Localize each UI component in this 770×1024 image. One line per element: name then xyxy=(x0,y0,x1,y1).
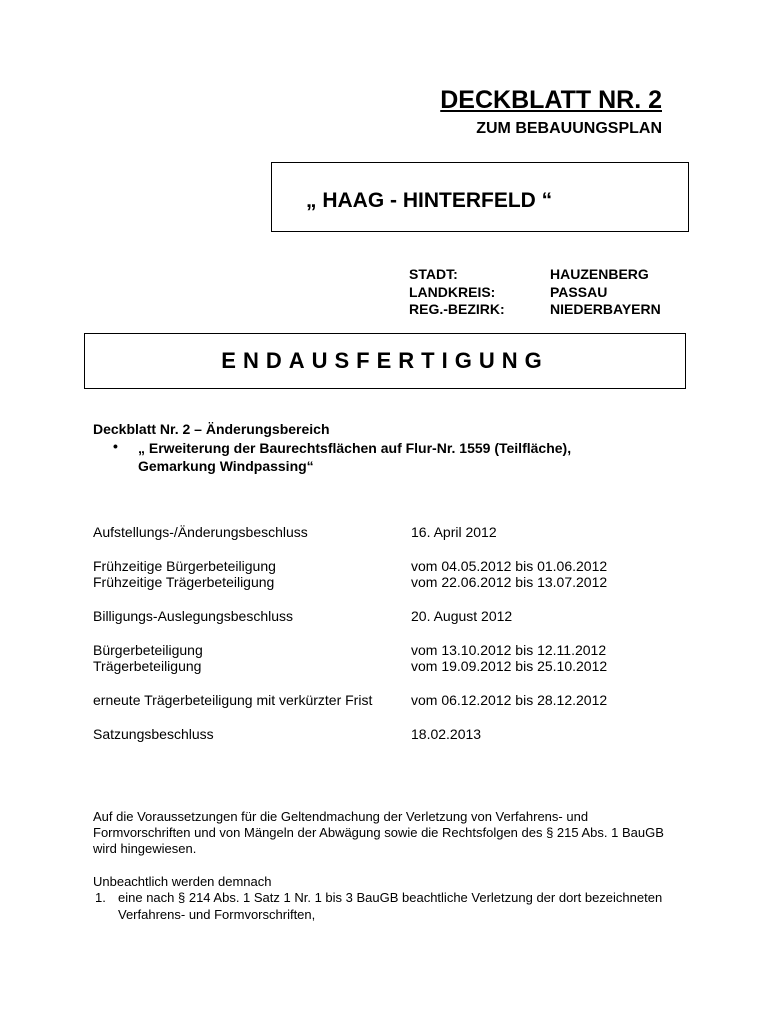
procedure-value-buerger: vom 13.10.2012 bis 12.11.2012 xyxy=(411,642,607,658)
procedure-value-fruehzeitig-traeger: vom 22.06.2012 bis 13.07.2012 xyxy=(411,574,608,590)
change-area-description xyxy=(138,439,658,475)
location-value-stadt: HAUZENBERG xyxy=(550,266,649,282)
location-values xyxy=(550,266,661,319)
procedure-value-fruehzeitig-buerger: vom 04.05.2012 bis 01.06.2012 xyxy=(411,558,608,574)
bullet-icon: • xyxy=(113,438,118,454)
procedure-label-erneut: erneute Trägerbeteiligung mit verkürzter Frist xyxy=(93,692,373,708)
procedure-label-fruehzeitig-buerger: Frühzeitige Bürgerbeteiligung xyxy=(93,558,276,574)
location-labels xyxy=(409,266,505,319)
procedure-value-erneut: vom 06.12.2012 bis 28.12.2012 xyxy=(411,692,608,708)
document-subtitle: ZUM BEBAUUNGSPLAN xyxy=(476,120,662,137)
procedure-value-satzung: 18.02.2013 xyxy=(411,726,482,742)
procedure-label-fruehzeitig-traeger: Frühzeitige Trägerbeteiligung xyxy=(93,574,275,590)
change-area-line-2: Gemarkung Windpassing“ xyxy=(138,458,314,474)
legal-notice-item-number: 1. xyxy=(95,890,106,905)
legal-notice-paragraph: Auf die Voraussetzungen für die Geltendmachung der Verletzung von Verfahrens- und Formvorschriften und von Mängeln der Abwägung sowie die Rechtsfolgen des § 215 Abs. 1 BauGB wird hingewiesen. xyxy=(93,809,664,856)
procedure-value-traeger: vom 19.09.2012 bis 25.10.2012 xyxy=(411,658,608,674)
location-label-regbezirk: REG.-BEZIRK: xyxy=(409,301,505,317)
procedure-label-buerger: Bürgerbeteiligung xyxy=(93,642,203,658)
location-value-landkreis: PASSAU xyxy=(550,283,608,300)
stage-label: ENDAUSFERTIGUNG xyxy=(221,348,549,373)
location-label-stadt: STADT: xyxy=(409,266,458,282)
legal-notice-item-text: eine nach § 214 Abs. 1 Satz 1 Nr. 1 bis 3 BauGB beachtliche Verletzung der dort bezeichneten Verfahrens- und Formvorschriften, xyxy=(118,890,663,922)
procedure-label-satzung: Satzungsbeschluss xyxy=(93,726,214,742)
plan-name-box xyxy=(271,162,689,232)
location-label-landkreis: LANDKREIS: xyxy=(409,283,496,300)
procedure-label-billigung: Billigungs-Auslegungsbeschluss xyxy=(93,608,294,624)
procedure-label-traeger: Trägerbeteiligung xyxy=(93,658,202,674)
location-value-regbezirk: NIEDERBAYERN xyxy=(550,301,661,317)
procedure-label-aufstellung: Aufstellungs-/Änderungsbeschluss xyxy=(93,524,308,540)
change-area-line-1: „ Erweiterung der Baurechtsflächen auf Flur-Nr. 1559 (Teilfläche), xyxy=(138,440,572,456)
stage-box xyxy=(84,333,686,389)
procedure-value-aufstellung: 16. April 2012 xyxy=(411,524,497,540)
procedure-value-billigung: 20. August 2012 xyxy=(411,608,513,624)
plan-name: „ HAAG - HINTERFELD “ xyxy=(306,189,553,212)
change-area-heading: Deckblatt Nr. 2 – Änderungsbereich xyxy=(93,421,330,437)
document-title: DECKBLATT NR. 2 xyxy=(440,86,662,114)
legal-notice-intro: Unbeachtlich werden demnach xyxy=(93,874,272,889)
